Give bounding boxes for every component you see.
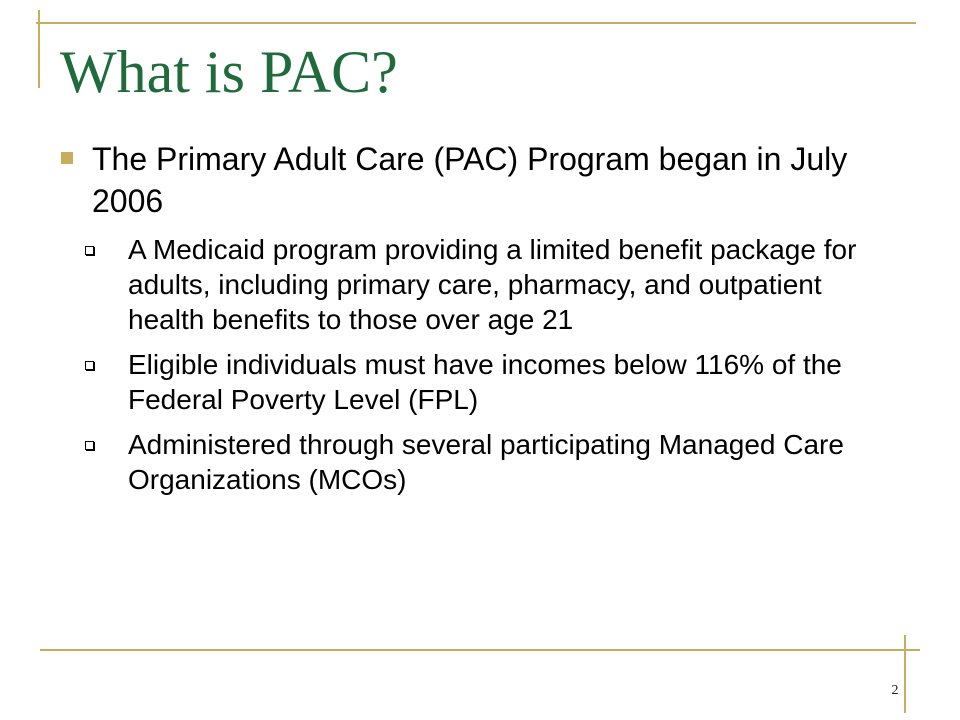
sub-bullet-item	[76, 347, 880, 417]
sub-bullet-text: Administered through several participating Managed Care Organizations (MCOs)	[128, 429, 844, 495]
left-rule	[38, 10, 40, 88]
sub-bullet-list	[76, 232, 880, 497]
bullet-item	[60, 138, 880, 222]
hollow-square-bullet-icon	[85, 246, 94, 255]
page-number: 2	[891, 683, 899, 698]
slide-content	[60, 138, 880, 497]
sub-bullet-text: A Medicaid program providing a limited benefit package for adults, including primary care, pharmacy, and outpatient health benefits to those over age 21	[128, 234, 857, 335]
slide-title: What is PAC?	[60, 39, 398, 105]
bottom-rule	[40, 649, 920, 651]
gold-square-bullet-icon	[61, 152, 73, 164]
right-rule	[904, 635, 906, 713]
hollow-square-bullet-icon	[85, 361, 94, 370]
sub-bullet-text: Eligible individuals must have incomes below 116% of the Federal Poverty Level (FPL)	[128, 349, 842, 415]
hollow-square-bullet-icon	[85, 441, 94, 450]
sub-bullet-item	[76, 232, 880, 337]
sub-bullet-item	[76, 427, 880, 497]
bullet-text: The Primary Adult Care (PAC) Program began in July 2006	[92, 141, 848, 219]
top-rule	[36, 22, 916, 24]
